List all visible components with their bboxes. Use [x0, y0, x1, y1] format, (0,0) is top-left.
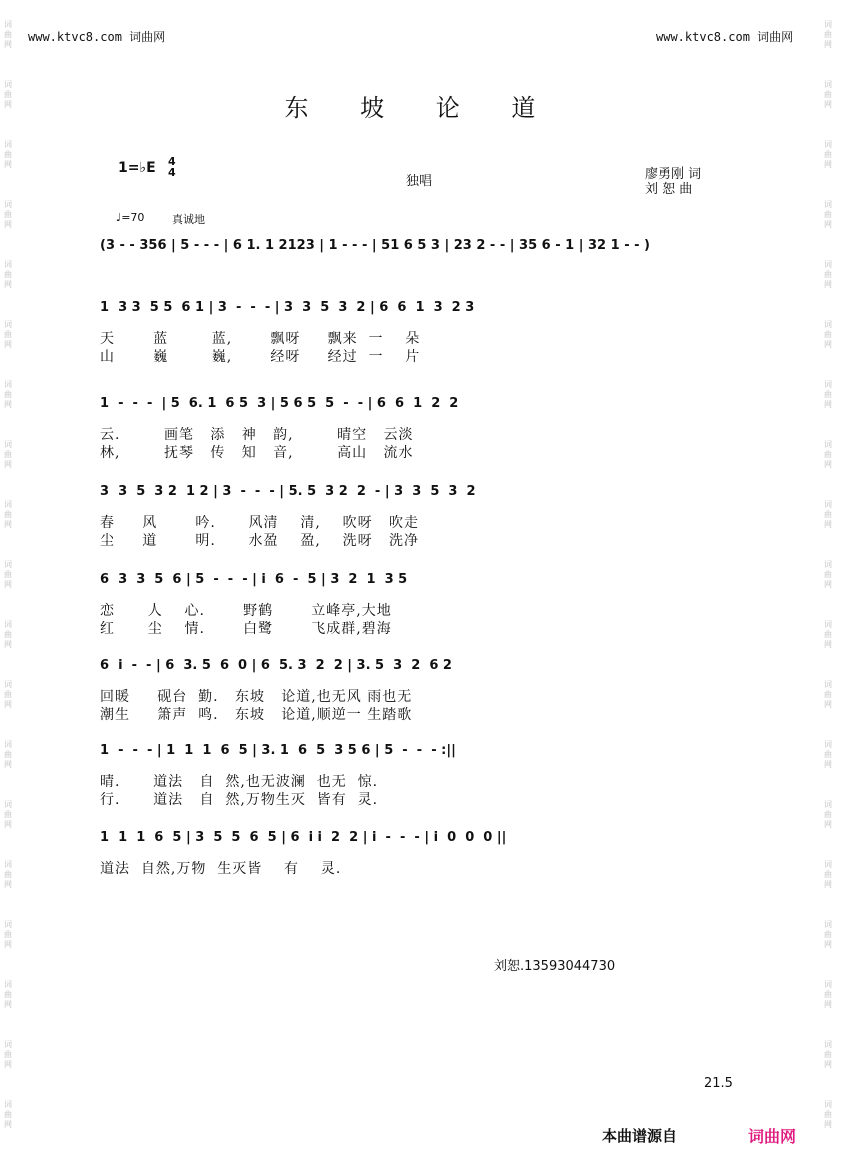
watermark-char: 网 — [824, 400, 832, 409]
watermark-char: 曲 — [824, 810, 832, 819]
watermark-char: 词 — [4, 380, 12, 389]
watermark-char: 网 — [4, 160, 12, 169]
watermark-char: 词 — [824, 1100, 832, 1109]
lyric-verse-1: 恋 人 心. 野鹤 立峰亭,大地 — [100, 603, 392, 618]
watermark-char: 词 — [4, 560, 12, 569]
watermark-char: 网 — [824, 520, 832, 529]
watermark-char: 曲 — [824, 330, 832, 339]
lyric-verse-1: 春 风 吟. 风清 清, 吹呀 吹走 — [100, 515, 419, 530]
watermark-char: 网 — [4, 1000, 12, 1009]
watermark-char: 词 — [824, 1040, 832, 1049]
watermark-char: 曲 — [824, 1110, 832, 1119]
watermark-char: 曲 — [824, 30, 832, 39]
watermark-char: 曲 — [824, 930, 832, 939]
watermark-char: 网 — [4, 880, 12, 889]
watermark-char: 网 — [824, 1120, 832, 1129]
watermark-char: 曲 — [824, 570, 832, 579]
watermark-char: 曲 — [4, 1050, 12, 1059]
watermark-char: 词 — [824, 20, 832, 29]
left-watermark-strip — [4, 0, 18, 1171]
watermark-char: 词 — [4, 740, 12, 749]
watermark-char: 曲 — [4, 330, 12, 339]
watermark-char: 词 — [4, 680, 12, 689]
watermark-char: 网 — [4, 520, 12, 529]
watermark-char: 网 — [824, 580, 832, 589]
watermark-char: 词 — [4, 1100, 12, 1109]
notation-line: 1 - - - | 5 6. 1 6 5 3 | 5 6 5 5 - - | 6 6 1 2 2 — [100, 396, 459, 411]
watermark-char: 网 — [824, 640, 832, 649]
watermark-char: 网 — [824, 460, 832, 469]
watermark-char: 曲 — [4, 510, 12, 519]
watermark-char: 曲 — [824, 150, 832, 159]
watermark-char: 词 — [4, 200, 12, 209]
watermark-char: 网 — [824, 820, 832, 829]
watermark-char: 词 — [824, 500, 832, 509]
tempo-marking: ♩=70 — [116, 211, 145, 224]
watermark-char: 曲 — [4, 1110, 12, 1119]
watermark-char: 网 — [824, 280, 832, 289]
watermark-char: 网 — [824, 1060, 832, 1069]
watermark-char: 网 — [824, 40, 832, 49]
page-number: 21.5 — [704, 1076, 733, 1091]
expression-marking: 真诚地 — [172, 213, 205, 226]
watermark-char: 曲 — [824, 870, 832, 879]
watermark-char: 曲 — [4, 570, 12, 579]
right-watermark-strip — [824, 0, 838, 1171]
watermark-char: 曲 — [824, 690, 832, 699]
watermark-char: 词 — [824, 800, 832, 809]
watermark-char: 词 — [824, 320, 832, 329]
watermark-char: 词 — [4, 260, 12, 269]
watermark-char: 词 — [4, 620, 12, 629]
time-signature: 4 4 — [168, 155, 176, 179]
watermark-char: 词 — [824, 80, 832, 89]
watermark-char: 曲 — [824, 750, 832, 759]
watermark-char: 网 — [824, 1000, 832, 1009]
watermark-char: 词 — [4, 920, 12, 929]
watermark-char: 网 — [824, 220, 832, 229]
watermark-char: 网 — [4, 220, 12, 229]
watermark-char: 网 — [4, 400, 12, 409]
watermark-char: 词 — [4, 800, 12, 809]
site-link-left[interactable]: www.ktvc8.com 词曲网 — [28, 30, 166, 44]
watermark-char: 网 — [4, 1060, 12, 1069]
watermark-char: 网 — [4, 700, 12, 709]
lyric-verse-1: 回暖 砚台 勤. 东坡 论道,也无风 雨也无 — [100, 689, 413, 704]
watermark-char: 词 — [824, 860, 832, 869]
lyric-verse-1: 晴. 道法 自 然,也无波澜 也无 惊. — [100, 774, 379, 789]
lyric-verse-2: 林, 抚琴 传 知 音, 高山 流水 — [100, 445, 414, 460]
watermark-char: 网 — [4, 340, 12, 349]
watermark-char: 网 — [824, 940, 832, 949]
notation-line: 1 1 1 6 5 | 3 5 5 6 5 | 6 i i 2 2 | i - - - | i 0 0 0 || — [100, 830, 507, 845]
lyric-verse-1: 天 蓝 蓝, 飘呀 飘来 一 朵 — [100, 331, 421, 346]
watermark-char: 曲 — [4, 810, 12, 819]
watermark-char: 曲 — [4, 150, 12, 159]
watermark-char: 网 — [824, 160, 832, 169]
watermark-char: 曲 — [824, 450, 832, 459]
watermark-char: 词 — [824, 200, 832, 209]
watermark-char: 词 — [824, 980, 832, 989]
lyric-verse-2: 红 尘 情. 白鹭 飞成群,碧海 — [100, 621, 392, 636]
watermark-char: 网 — [4, 280, 12, 289]
watermark-char: 词 — [824, 380, 832, 389]
watermark-char: 词 — [4, 980, 12, 989]
watermark-char: 词 — [824, 620, 832, 629]
watermark-char: 词 — [824, 440, 832, 449]
watermark-char: 网 — [4, 760, 12, 769]
lyric-verse-2 — [100, 876, 740, 894]
watermark-char: 曲 — [4, 30, 12, 39]
lyric-verse-1: 道法 自然,万物 生灭皆 有 灵. — [100, 861, 342, 876]
watermark-char: 词 — [824, 680, 832, 689]
watermark-char: 词 — [824, 260, 832, 269]
watermark-char: 曲 — [824, 390, 832, 399]
song-title: 东 坡 论 道 — [284, 94, 558, 122]
watermark-char: 曲 — [4, 930, 12, 939]
watermark-char: 网 — [824, 340, 832, 349]
watermark-char: 词 — [4, 80, 12, 89]
watermark-char: 曲 — [824, 210, 832, 219]
watermark-char: 网 — [4, 640, 12, 649]
watermark-char: 曲 — [824, 990, 832, 999]
notation-line: 3 3 5 3 2 1 2 | 3 - - - | 5. 5 3 2 2 - | 3 3 5 3 2 — [100, 484, 476, 499]
watermark-char: 词 — [4, 140, 12, 149]
lyric-verse-2: 尘 道 明. 水盈 盈, 洗呀 洗净 — [100, 533, 419, 548]
watermark-char: 曲 — [824, 90, 832, 99]
footer-brand-link[interactable]: 词曲网 — [748, 1127, 797, 1146]
notation-line: 1 - - - | 1 1 1 6 5 | 3. 1 6 5 3 5 6 | 5 - - - :|| — [100, 743, 456, 758]
footer-source-label: 本曲谱源自 — [602, 1127, 678, 1145]
watermark-char: 词 — [824, 560, 832, 569]
notation-line: 6 i - - | 6 3. 5 6 0 | 6 5. 3 2 2 | 3. 5 3 2 6 2 — [100, 658, 452, 673]
watermark-char: 词 — [824, 740, 832, 749]
watermark-char: 曲 — [4, 90, 12, 99]
watermark-char: 曲 — [4, 210, 12, 219]
watermark-char: 曲 — [4, 450, 12, 459]
watermark-char: 曲 — [4, 690, 12, 699]
intro-notation: (3 - - 356 | 5 - - - | 6 1. 1 2123 | 1 - - - | 51 6 5 3 | 23 2 - - | 35 6 - 1 | 32 1 - - ) — [100, 238, 650, 253]
watermark-char: 网 — [4, 460, 12, 469]
key-signature: 1=♭E — [118, 160, 156, 176]
watermark-char: 曲 — [4, 270, 12, 279]
lyric-verse-1: 云. 画笔 添 神 韵, 晴空 云淡 — [100, 427, 414, 442]
watermark-char: 网 — [4, 820, 12, 829]
watermark-char: 词 — [4, 860, 12, 869]
watermark-char: 词 — [824, 140, 832, 149]
watermark-char: 网 — [4, 40, 12, 49]
watermark-char: 曲 — [4, 390, 12, 399]
composer-credit: 刘 恕 曲 — [645, 182, 693, 197]
watermark-char: 词 — [4, 320, 12, 329]
site-link-right[interactable]: www.ktvc8.com 词曲网 — [656, 30, 794, 44]
watermark-char: 曲 — [824, 630, 832, 639]
lyric-verse-2: 潮生 箫声 鸣. 东坡 论道,顺逆一 生踏歌 — [100, 707, 413, 722]
watermark-char: 网 — [824, 760, 832, 769]
watermark-char: 网 — [4, 940, 12, 949]
lyric-verse-2: 行. 道法 自 然,万物生灭 皆有 灵. — [100, 792, 379, 807]
lyric-verse-2: 山 巍 巍, 经呀 经过 一 片 — [100, 349, 421, 364]
watermark-char: 词 — [824, 920, 832, 929]
watermark-char: 网 — [824, 100, 832, 109]
watermark-char: 曲 — [4, 750, 12, 759]
watermark-char: 曲 — [824, 1050, 832, 1059]
watermark-char: 词 — [4, 500, 12, 509]
watermark-char: 词 — [4, 20, 12, 29]
watermark-char: 曲 — [824, 510, 832, 519]
watermark-char: 词 — [4, 440, 12, 449]
watermark-char: 网 — [4, 1120, 12, 1129]
watermark-char: 网 — [4, 580, 12, 589]
lyricist-credit: 廖勇刚 词 — [645, 167, 702, 182]
watermark-char: 网 — [824, 700, 832, 709]
watermark-char: 网 — [4, 100, 12, 109]
notation-line: 6 3 3 5 6 | 5 - - - | i 6 - 5 | 3 2 1 3 5 — [100, 572, 408, 587]
notation-line: 1 3 3 5 5 6 1 | 3 - - - | 3 3 5 3 2 | 6 6 1 3 2 3 — [100, 300, 475, 315]
watermark-char: 网 — [824, 880, 832, 889]
watermark-char: 词 — [4, 1040, 12, 1049]
watermark-char: 曲 — [4, 990, 12, 999]
watermark-char: 曲 — [4, 870, 12, 879]
contact-info: 刘恕.13593044730 — [494, 959, 616, 974]
watermark-char: 曲 — [4, 630, 12, 639]
watermark-char: 曲 — [824, 270, 832, 279]
performance-type: 独唱 — [406, 174, 433, 189]
